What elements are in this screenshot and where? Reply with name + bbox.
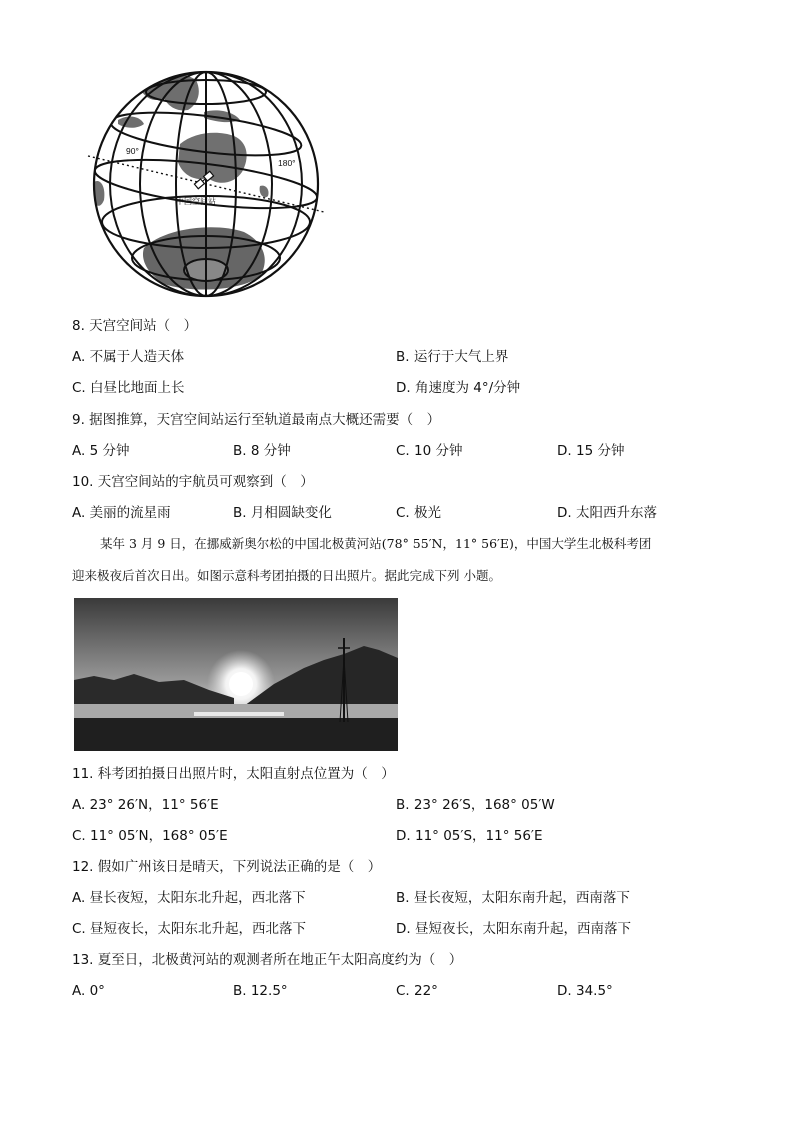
nz-landmass <box>260 186 269 198</box>
question-13-option-c: C. 22° <box>396 983 438 999</box>
question-10-stem: 10. 天宫空间站的宇航员可观察到（ ） <box>72 474 314 490</box>
question-11-option-c: C. 11° 05′N，168° 05′E <box>72 828 228 844</box>
question-11-option-b: B. 23° 26′S，168° 05′W <box>396 797 555 813</box>
question-8-option-a: A. 不属于人造天体 <box>72 349 185 365</box>
label-90: 90° <box>126 146 139 156</box>
question-13-option-b: B. 12.5° <box>233 983 288 999</box>
question-9-option-d: D. 15 分钟 <box>557 443 625 459</box>
passage-line-1: 某年 3 月 9 日，在挪威新奥尔松的中国北极黄河站(78° 55′N，11° 56′E)，中国大学生北极科考团 <box>100 536 652 551</box>
question-8-option-c: C. 白昼比地面上长 <box>72 380 185 396</box>
sunrise-photo <box>74 598 398 751</box>
question-13-option-d: D. 34.5° <box>557 983 613 999</box>
question-10-option-a: A. 美丽的流星雨 <box>72 505 171 521</box>
passage-line-2: 迎来极夜后首次日出。如图示意科考团拍摄的日出照片。据此完成下列 小题。 <box>72 568 501 583</box>
globe-figure <box>84 62 328 306</box>
question-10-option-c: C. 极光 <box>396 505 442 521</box>
question-10-option-b: B. 月相圆缺变化 <box>233 505 332 521</box>
question-12-option-a: A. 昼长夜短，太阳东北升起，西北落下 <box>72 890 306 906</box>
question-11-option-d: D. 11° 05′S，11° 56′E <box>396 828 543 844</box>
question-9-option-a: A. 5 分钟 <box>72 443 130 459</box>
question-9-option-c: C. 10 分钟 <box>396 443 463 459</box>
question-12-option-d: D. 昼短夜长，太阳东南升起，西南落下 <box>396 921 631 937</box>
question-8-option-b: B. 运行于大气上界 <box>396 349 509 365</box>
indonesia-landmass <box>118 117 144 128</box>
question-8-stem: 8. 天宫空间站（ ） <box>72 318 198 334</box>
question-13-stem: 13. 夏至日，北极黄河站的观测者所在地正午太阳高度约为（ ） <box>72 952 463 968</box>
label-station: 中国空间站 <box>176 197 216 206</box>
question-11-stem: 11. 科考团拍摄日出照片时，太阳直射点位置为（ ） <box>72 766 395 782</box>
question-9-stem: 9. 据图推算，天宫空间站运行至轨道最南点大概还需要（ ） <box>72 412 441 428</box>
question-10-option-d: D. 太阳西升东落 <box>557 505 657 521</box>
question-12-option-b: B. 昼长夜短，太阳东南升起，西南落下 <box>396 890 630 906</box>
question-8-option-d: D. 角速度为 4°/分钟 <box>396 380 521 396</box>
question-13-option-a: A. 0° <box>72 983 105 999</box>
question-12-option-c: C. 昼短夜长，太阳东北升起，西北落下 <box>72 921 307 937</box>
question-9-option-b: B. 8 分钟 <box>233 443 291 459</box>
label-180: 180° <box>278 158 296 168</box>
question-11-option-a: A. 23° 26′N，11° 56′E <box>72 797 219 813</box>
question-12-stem: 12. 假如广州该日是晴天，下列说法正确的是（ ） <box>72 859 382 875</box>
